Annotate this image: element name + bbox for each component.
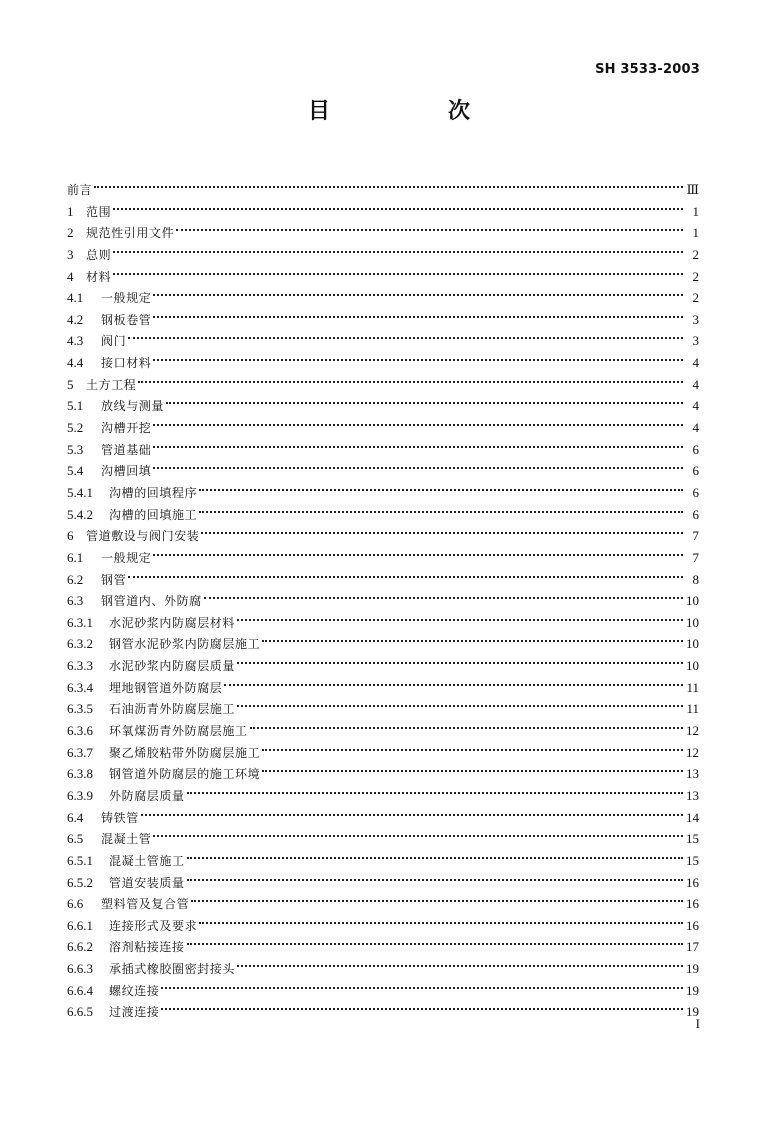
toc-entry-page: 19 (686, 1004, 699, 1020)
toc-leader-dots (176, 216, 683, 237)
toc-entry[interactable] (67, 433, 699, 455)
toc-entry-label: 水泥砂浆内防腐层材料 (109, 615, 236, 630)
toc-entry-page: 15 (686, 852, 699, 868)
toc-entry-number: 4.3 (67, 333, 84, 349)
toc-entry-page: 4 (692, 355, 699, 371)
toc-entry[interactable] (67, 541, 699, 563)
toc-entry-page: 2 (692, 268, 699, 284)
toc-entry-page: 11 (686, 701, 699, 717)
toc-entry-number: 6.6.5 (67, 1004, 93, 1020)
toc-leader-dots (153, 541, 683, 562)
toc-entry-label: 环氧煤沥青外防腐层施工 (109, 724, 248, 739)
toc-entry-label: 铸铁管 (101, 810, 139, 825)
toc-leader-dots (161, 995, 683, 1016)
toc-entry-label: 钢管道外防腐层的施工环境 (109, 767, 261, 782)
toc-entry-label: 材料 (86, 269, 112, 284)
toc-entry-page: 1 (692, 225, 699, 241)
toc-entry[interactable] (67, 411, 699, 436)
toc-entry-page: 7 (692, 528, 699, 544)
toc-entry-number: 4.2 (67, 311, 84, 327)
toc-entry[interactable] (67, 844, 699, 866)
toc-entry-number: 6.3.8 (67, 766, 93, 782)
toc-leader-dots (237, 952, 683, 973)
toc-entry-label: 钢管 (101, 572, 127, 587)
toc-entry-label: 土方工程 (86, 377, 137, 392)
toc-leader-dots (153, 411, 683, 432)
toc-leader-dots (153, 454, 683, 475)
toc-entry-number: 6.3.1 (67, 614, 93, 630)
toc-entry-label: 沟槽开挖 (101, 421, 152, 436)
toc-entry[interactable] (67, 368, 699, 390)
toc-leader-dots (128, 563, 683, 584)
toc-entry-label: 外防腐层质量 (109, 788, 185, 803)
toc-leader-dots (187, 866, 683, 887)
toc-entry-page: Ⅲ (686, 182, 699, 197)
toc-leader-dots (224, 671, 683, 692)
standard-code: SH 3533-2003 (595, 62, 700, 77)
toc-entry-number: 1 (67, 203, 74, 219)
toc-entry-label: 管道基础 (101, 442, 152, 457)
toc-leader-dots (128, 324, 683, 345)
toc-entry-number: 6.5.1 (67, 852, 93, 868)
title-char-1: 目 (307, 99, 330, 124)
toc-entry[interactable] (67, 281, 699, 306)
toc-leader-dots (250, 714, 683, 735)
toc-entry-label: 承插式橡胶圈密封接头 (109, 962, 236, 977)
page-number: I (695, 1016, 700, 1031)
toc-entry-page: 6 (692, 463, 699, 479)
toc-entry-label: 溶剂粘接连接 (109, 940, 185, 955)
toc-entry-number: 6.3.9 (67, 787, 93, 803)
toc-entry-number: 4.1 (67, 290, 84, 306)
toc-entry-page: 10 (686, 636, 699, 652)
toc-entry-number: 4 (67, 268, 74, 284)
toc-entry-label: 规范性引用文件 (86, 226, 175, 241)
toc-entry-label: 埋地钢管道外防腐层 (109, 680, 223, 695)
toc-leader-dots (262, 627, 683, 648)
toc-leader-dots (187, 844, 683, 865)
toc-entry-label: 一般规定 (101, 291, 152, 306)
toc-entry-number: 6.6.1 (67, 917, 93, 933)
toc-entry-page: 15 (686, 831, 699, 847)
toc-entry-page: 12 (686, 723, 699, 739)
toc-entry[interactable] (67, 476, 699, 498)
toc-entry[interactable] (67, 173, 699, 195)
toc-leader-dots (113, 195, 683, 216)
toc-leader-dots (191, 887, 683, 908)
toc-entry[interactable] (67, 260, 699, 282)
toc-entry[interactable] (67, 454, 699, 479)
toc-entry-number: 2 (67, 225, 74, 241)
toc-entry-label: 放线与测量 (101, 399, 165, 414)
toc-entry-number: 4.4 (67, 355, 84, 371)
toc-entry-number: 6.5 (67, 831, 84, 847)
toc-entry[interactable] (67, 563, 699, 585)
toc-leader-dots (262, 757, 683, 778)
toc-entry-page: 8 (692, 571, 699, 587)
toc-entry-number: 6 (67, 528, 74, 544)
table-of-contents (67, 173, 699, 1020)
toc-entry-label: 过渡连接 (109, 1005, 160, 1020)
toc-entry-number: 5.4.2 (67, 506, 93, 522)
toc-entry-page: 16 (686, 896, 699, 912)
toc-entry-number: 5.2 (67, 420, 84, 436)
toc-entry-label: 总则 (86, 247, 112, 262)
toc-entry[interactable] (67, 584, 699, 609)
toc-entry-number: 6.6.4 (67, 982, 93, 998)
toc-entry-page: 10 (686, 614, 699, 630)
toc-entry[interactable] (67, 389, 699, 414)
toc-entry-page: 3 (692, 333, 699, 349)
toc-entry[interactable] (67, 324, 699, 349)
toc-entry-label: 石油沥青外防腐层施工 (109, 702, 236, 717)
toc-entry-number: 6.3 (67, 593, 84, 609)
toc-leader-dots (237, 606, 683, 627)
toc-entry-number: 5.4 (67, 463, 84, 479)
toc-entry-number: 6.3.5 (67, 701, 93, 717)
toc-entry-page: 13 (686, 787, 699, 803)
page-title (0, 94, 768, 125)
toc-leader-dots (113, 260, 683, 281)
toc-entry-label: 水泥砂浆内防腐层质量 (109, 659, 236, 674)
toc-entry-number: 6.6.2 (67, 939, 93, 955)
toc-entry-number: 5.4.1 (67, 484, 93, 500)
toc-entry-number: 6.6.3 (67, 961, 93, 977)
toc-entry-number: 6.3.7 (67, 744, 93, 760)
toc-entry-label: 接口材料 (101, 356, 152, 371)
toc-entry-page: 4 (692, 398, 699, 414)
toc-entry-number: 6.1 (67, 549, 84, 565)
toc-entry-number: 6.5.2 (67, 874, 93, 890)
toc-entry-label: 沟槽回填 (101, 464, 152, 479)
toc-leader-dots (153, 346, 683, 367)
toc-entry-page: 2 (692, 290, 699, 306)
toc-leader-dots (187, 930, 683, 951)
toc-entry-number: 6.3.6 (67, 723, 93, 739)
toc-entry-page: 4 (692, 420, 699, 436)
toc-entry-label: 塑料管及复合管 (101, 897, 190, 912)
toc-leader-dots (199, 909, 683, 930)
toc-leader-dots (237, 649, 683, 670)
toc-entry-number: 6.2 (67, 571, 84, 587)
toc-leader-dots (153, 822, 683, 843)
toc-entry-page: 12 (686, 744, 699, 760)
toc-leader-dots (113, 238, 683, 259)
toc-entry-page: 10 (686, 658, 699, 674)
toc-entry-number: 6.3.4 (67, 679, 93, 695)
toc-entry[interactable] (67, 346, 699, 371)
toc-entry-page: 19 (686, 982, 699, 998)
toc-entry-page: 13 (686, 766, 699, 782)
toc-leader-dots (161, 974, 683, 995)
toc-entry-number: 6.4 (67, 809, 84, 825)
toc-entry-label: 钢管水泥砂浆内防腐层施工 (109, 637, 261, 652)
toc-entry-label: 一般规定 (101, 550, 152, 565)
toc-entry-number: 3 (67, 246, 74, 262)
toc-entry-number: 6.6 (67, 896, 84, 912)
toc-entry-label: 聚乙烯胶粘带外防腐层施工 (109, 745, 261, 760)
toc-leader-dots (204, 584, 683, 605)
toc-entry-label: 螺纹连接 (109, 983, 160, 998)
toc-entry-label: 沟槽的回填施工 (109, 507, 198, 522)
toc-entry[interactable] (67, 216, 699, 241)
toc-leader-dots (138, 368, 683, 389)
toc-leader-dots (153, 303, 683, 324)
toc-leader-dots (94, 173, 683, 194)
toc-entry-number: 6.3.3 (67, 658, 93, 674)
toc-entry[interactable] (67, 238, 699, 260)
toc-leader-dots (153, 433, 683, 454)
toc-entry[interactable] (67, 974, 699, 996)
toc-entry-label: 连接形式及要求 (109, 918, 198, 933)
toc-entry-page: 6 (692, 506, 699, 522)
toc-entry-page: 6 (692, 484, 699, 500)
toc-leader-dots (199, 498, 683, 519)
toc-leader-dots (199, 476, 683, 497)
toc-entry-page: 19 (686, 961, 699, 977)
toc-entry-number: 5.3 (67, 441, 84, 457)
toc-entry-page: 16 (686, 917, 699, 933)
toc-leader-dots (262, 736, 683, 757)
toc-entry-page: 7 (692, 549, 699, 565)
toc-entry-page: 10 (686, 593, 699, 609)
toc-entry-label: 范围 (86, 204, 112, 219)
toc-entry[interactable] (67, 303, 699, 325)
toc-entry-page: 3 (692, 311, 699, 327)
toc-entry-page: 11 (686, 679, 699, 695)
toc-entry-label: 阀门 (101, 334, 127, 349)
toc-entry-label: 混凝土管施工 (109, 853, 185, 868)
toc-entry-label: 钢管道内、外防腐 (101, 594, 202, 609)
toc-entry[interactable] (67, 822, 699, 847)
toc-entry-number: 5 (67, 376, 74, 392)
title-char-2: 次 (448, 99, 471, 124)
toc-entry[interactable] (67, 995, 699, 1020)
toc-entry-number: 5.1 (67, 398, 84, 414)
toc-entry-label: 沟槽的回填程序 (109, 485, 198, 500)
toc-entry-page: 17 (686, 939, 699, 955)
toc-entry-page: 6 (692, 441, 699, 457)
toc-entry-page: 1 (692, 203, 699, 219)
toc-entry-label: 钢板卷管 (101, 312, 152, 327)
toc-entry-page: 14 (686, 809, 699, 825)
toc-entry-label: 管道安装质量 (109, 875, 185, 890)
toc-leader-dots (201, 519, 683, 540)
toc-leader-dots (153, 281, 683, 302)
toc-entry-label: 管道敷设与阀门安装 (86, 529, 200, 544)
toc-leader-dots (237, 692, 683, 713)
toc-leader-dots (141, 801, 683, 822)
toc-entry[interactable] (67, 801, 699, 823)
toc-entry-page: 2 (692, 246, 699, 262)
toc-entry-label: 混凝土管 (101, 832, 152, 847)
toc-leader-dots (187, 779, 683, 800)
toc-entry-page: 16 (686, 874, 699, 890)
toc-entry-label: 前言 (67, 183, 93, 197)
toc-entry[interactable] (67, 195, 699, 217)
toc-leader-dots (166, 389, 683, 410)
toc-entry-number: 6.3.2 (67, 636, 93, 652)
toc-entry-page: 4 (692, 376, 699, 392)
